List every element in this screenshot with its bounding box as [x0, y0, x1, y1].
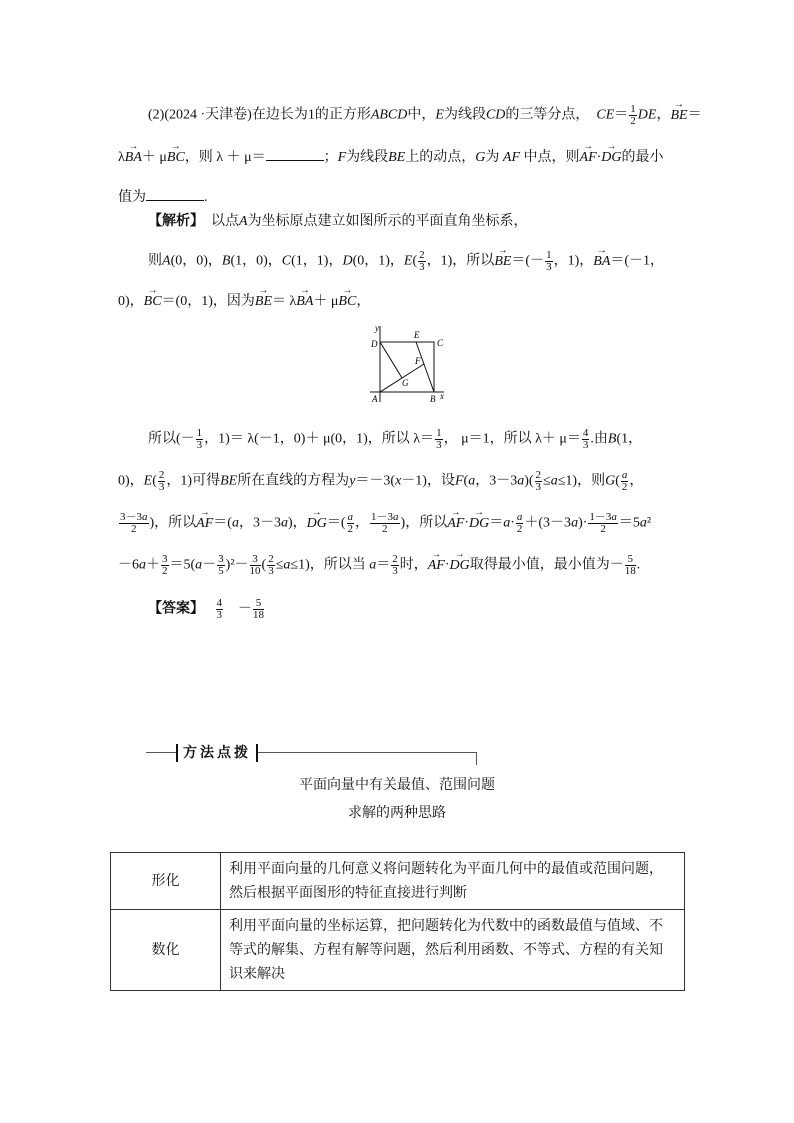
analysis-line-2: 则A(0，0)，B(1，0)，C(1，1)，D(0，1)，E( $\frac{2}{3}$ ，1)，所以→ BE＝(－ $\frac{1}{3}$ ，1)，→ BA＝(－1，: [148, 250, 664, 273]
answer-line: 【答案】 $\frac{4}{3}$ － $\frac{5}{18}$: [148, 597, 264, 621]
table-head: 数化: [111, 910, 221, 991]
method-title-1: 平面向量中有关最值、范围问题: [299, 777, 495, 793]
answer-blank-2: [146, 186, 204, 201]
label-y: y: [375, 323, 379, 333]
analysis-line-7: －6a＋ $\frac{3}{2}$ ＝5(a－ $\frac{3}{5}$ )²－ $\frac{3}{10}$ ( $\frac{2}{3}$ ≤a≤1)，所以当 a＝ $\frac{2}{3}$ 时，→ AF·→ DG取得最小值，最小值为－ $\frac{5}{18}$ .: [118, 554, 640, 577]
answer-value-1: $\frac{4}{3}$: [216, 597, 222, 621]
analysis-line-6: $\frac{3-3a}{2}$ )，所以→ AF＝(a，3－3a)，→ DG＝( $\frac{a}{2}$ ， $\frac{1-3a}{2}$ )，所以→ AF·→ DG＝a· $\frac{a}{2}$ ＋(3－3a)· $\frac{1-3a}{2}$ ＝5a²: [118, 512, 651, 535]
label-e: E: [414, 330, 420, 340]
label-x: x: [440, 391, 444, 401]
table-row: [111, 910, 685, 991]
problem-line-1: (2)(2024 ·天津卷)在边长为1的正方形ABCD中，E为线段CD的三等分点， CE＝ $\frac{1}{2}$ DE，→ BE＝: [148, 104, 702, 127]
problem-line-2: λ→ BA＋ μ→ BC，则 λ ＋ μ＝ ；F为线段BE上的动点，G为 AF 中点，则→ AF·→ DG的最小: [118, 146, 664, 168]
segment-dg: [380, 342, 402, 378]
label-a: A: [372, 394, 378, 404]
answer-value-2: $\frac{5}{18}$: [253, 597, 264, 621]
table-cell: 利用平面向量的坐标运算，把问题转化为代数中的函数最值与值域、不等式的解集、方程有解等问题，然后利用函数、不等式、方程的有关知识来解决: [221, 910, 685, 991]
table-cell: 利用平面向量的几何意义将问题转化为平面几何中的最值或范围问题，然后根据平面图形的特征直接进行判断: [221, 853, 685, 910]
table-row: [111, 853, 685, 910]
label-c: C: [437, 338, 444, 348]
coordinate-figure: [366, 322, 446, 404]
method-title-2: 求解的两种思路: [348, 805, 446, 821]
label-b: B: [430, 394, 436, 404]
analysis-line-1: 【解析】 以点A为坐标原点建立如图所示的平面直角坐标系，: [148, 214, 528, 229]
label-f: F: [415, 356, 421, 366]
method-table: [110, 852, 685, 991]
analysis-line-3: 0)，→ BC＝(0，1)，因为→ BE＝ λ→ BA＋ μ→ BC，: [118, 292, 370, 312]
label-g: G: [402, 378, 409, 388]
method-tag: 方法点拨: [176, 744, 258, 762]
analysis-line-4: 所以(－ $\frac{1}{3}$ ，1)＝ λ(－1，0)＋ μ(0，1)，所以 λ＝ $\frac{1}{3}$ ， μ＝1，所以 λ＋ μ＝ $\frac{4}{3}$ .由B(1，: [148, 427, 643, 451]
problem-line-3: 值为 .: [118, 186, 208, 208]
table-head: 形化: [111, 853, 221, 910]
analysis-line-5: 0)，E( $\frac{2}{3}$ ，1)可得BE所在直线的方程为y＝－3(x－1)，设F(a，3－3a)( $\frac{2}{3}$ ≤a≤1)，则G( $\frac{a}{2}$ ，: [118, 469, 644, 493]
answer-blank-1: [266, 146, 324, 161]
label-d: D: [371, 339, 378, 349]
